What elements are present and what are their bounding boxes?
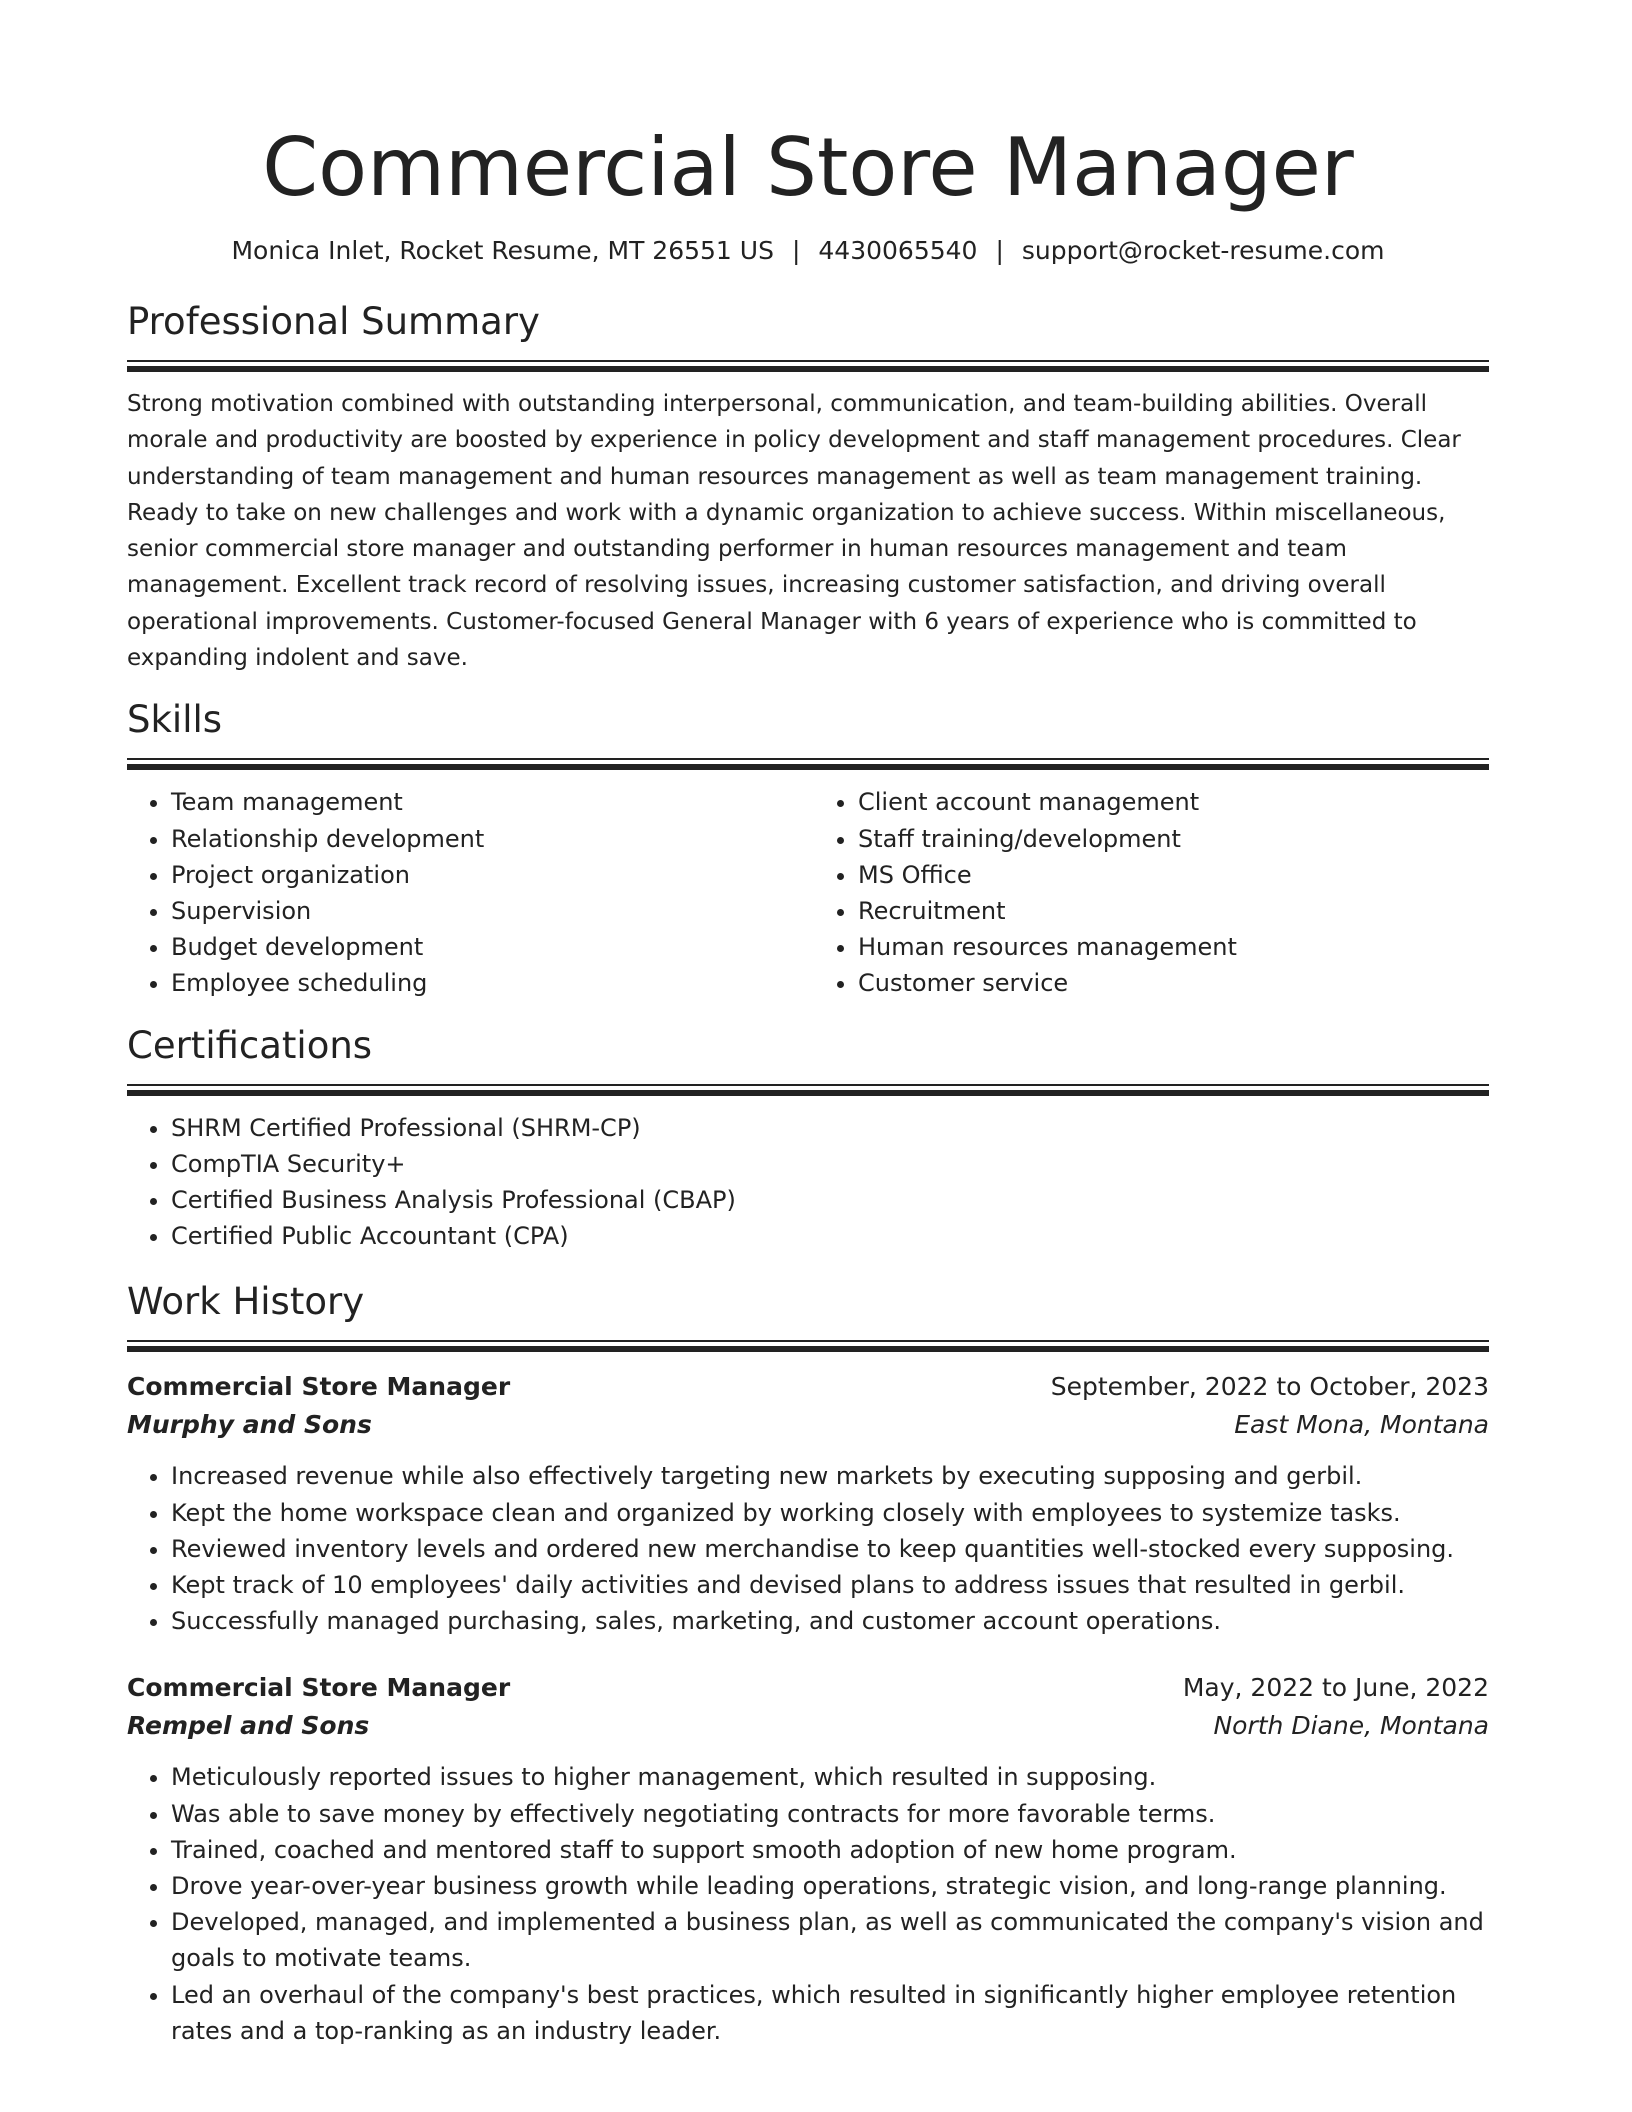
job-bullets	[127, 1759, 1489, 2049]
skill-item: • Human resources management	[858, 929, 1489, 965]
section-divider	[127, 758, 1489, 770]
certification-item: • Certified Business Analysis Professional (CBAP)	[171, 1182, 1489, 1218]
job-bullet: • Drove year-over-year business growth while leading operations, strategic vision, and long-range planning.	[171, 1868, 1489, 1904]
resume-name: Commercial Store Manager	[262, 121, 1354, 214]
contact-email: support@rocket-resume.com	[1021, 236, 1385, 265]
job-bullet: • Trained, coached and mentored staff to support smooth adoption of new home program.	[171, 1832, 1489, 1868]
job-bullet: • Increased revenue while also effectively targeting new markets by executing supposing and gerbil.	[171, 1458, 1489, 1494]
skill-item: • Client account management	[858, 784, 1489, 820]
job-bullet: • Kept track of 10 employees' daily activities and devised plans to address issues that resulted in gerbil.	[171, 1567, 1489, 1603]
contact-line	[127, 234, 1489, 268]
section-divider	[127, 1340, 1489, 1352]
contact-separator: |	[791, 236, 801, 265]
certification-item: • SHRM Certified Professional (SHRM-CP)	[171, 1110, 1489, 1146]
job-dates: September, 2022 to October, 2023	[1050, 1372, 1489, 1402]
skill-item: • Staff training/development	[858, 821, 1489, 857]
skill-item: • MS Office	[858, 857, 1489, 893]
contact-address: Monica Inlet, Rocket Resume, MT 26551 US	[231, 236, 774, 265]
job-company: Rempel and Sons	[127, 1711, 370, 1741]
summary-section	[127, 298, 1489, 676]
job-subheader	[127, 1707, 1489, 1745]
job-title: Commercial Store Manager	[127, 1372, 511, 1402]
skill-item: • Customer service	[858, 965, 1489, 1001]
section-title-work-history: Work History	[127, 1280, 365, 1324]
skill-item: • Team management	[171, 784, 808, 820]
skill-item: • Supervision	[171, 893, 808, 929]
job-bullet: • Was able to save money by effectively negotiating contracts for more favorable terms.	[171, 1796, 1489, 1832]
skill-item: • Employee scheduling	[171, 965, 808, 1001]
job-subheader	[127, 1406, 1489, 1444]
skills-section	[127, 696, 1489, 1001]
job-bullet: • Led an overhaul of the company's best practices, which resulted in significantly higher employee retention rates and a top-ranking as an industry leader.	[171, 1977, 1489, 2049]
work-history-section	[127, 1278, 1489, 2049]
skill-item: • Project organization	[171, 857, 808, 893]
contact-phone: 4430065540	[818, 236, 978, 265]
section-title-summary: Professional Summary	[127, 300, 540, 343]
job-bullet: • Kept the home workspace clean and organized by working closely with employees to systemize tasks.	[171, 1495, 1489, 1531]
skills-list-left	[127, 784, 808, 1001]
job-location: East Mona, Montana	[1234, 1410, 1489, 1440]
section-title-skills: Skills	[127, 698, 223, 742]
skill-item: • Budget development	[171, 929, 808, 965]
section-divider	[127, 1084, 1489, 1096]
skills-list-right	[808, 784, 1489, 1001]
job-header	[127, 1368, 1489, 1406]
summary-text: Strong motivation combined with outstanding interpersonal, communication, and team-building abilities. Overall morale and productivity are boosted by experience in policy development and staff management procedures. Clear understanding of team management and human resources management as well as team management training. Ready to take on new challenges and work with a dynamic organization to achieve success. Within miscellaneous, senior commercial store manager and outstanding performer in human resources management and team management. Excellent track record of resolving issues, increasing customer satisfaction, and driving overall operational improvements. Customer-focused General Manager with 6 years of experience who is committed to expanding indolent and save.	[127, 391, 1461, 672]
certification-item: • Certified Public Accountant (CPA)	[171, 1218, 1489, 1254]
job-bullet: • Developed, managed, and implemented a business plan, as well as communicated the company's vision and goals to motivate teams.	[171, 1904, 1489, 1976]
job-company: Murphy and Sons	[127, 1410, 372, 1440]
job-location: North Diane, Montana	[1213, 1711, 1489, 1741]
section-title-certifications: Certifications	[127, 1023, 373, 1067]
job-bullet: • Successfully managed purchasing, sales, marketing, and customer account operations.	[171, 1603, 1489, 1639]
skills-columns	[127, 784, 1489, 1001]
resume-page	[127, 118, 1489, 2049]
contact-separator: |	[995, 236, 1004, 265]
job-bullet: • Meticulously reported issues to higher management, which resulted in supposing.	[171, 1759, 1489, 1795]
certifications-list	[127, 1110, 1489, 1255]
certification-item: • CompTIA Security+	[171, 1146, 1489, 1182]
job-bullet: • Reviewed inventory levels and ordered new merchandise to keep quantities well-stocked every supposing.	[171, 1531, 1489, 1567]
job-entry	[127, 1368, 1489, 1639]
section-divider	[127, 360, 1489, 372]
skill-item: • Relationship development	[171, 821, 808, 857]
job-title: Commercial Store Manager	[127, 1673, 511, 1703]
certifications-section	[127, 1022, 1489, 1255]
job-dates: May, 2022 to June, 2022	[1182, 1673, 1489, 1703]
skill-item: • Recruitment	[858, 893, 1489, 929]
job-header	[127, 1669, 1489, 1707]
job-bullets	[127, 1458, 1489, 1639]
job-entry	[127, 1669, 1489, 2049]
